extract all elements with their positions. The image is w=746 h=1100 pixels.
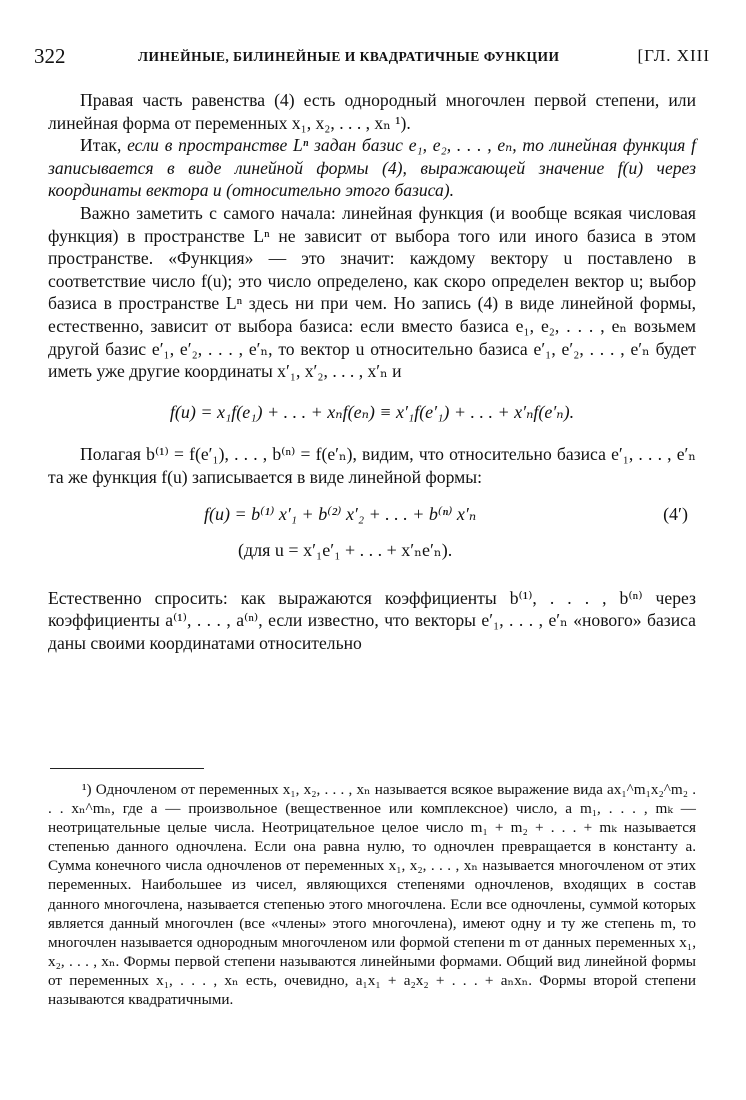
paragraph-2: [48, 134, 696, 202]
paragraph-3: Важно заметить с самого начала: линейная функция (и вообще всякая числовая функция) в пространстве Lⁿ не зависит от выбора того или иного базиса в этом пространстве. «Функция» — это значит: каждому вектору u поставлено в соответствие число f(u); это число определено, как скоро определен вектор u; выбор базиса в пространстве Lⁿ здесь ни при чем. Но запись (4) в виде линейной формы, естественно, зависит от выбора базиса: если вместо базиса e₁, e₂, . . . , eₙ возьмем другой базис e′₁, e′₂, . . . , e′ₙ, то вектор u относительно базиса e′₁, e′₂, . . . , e′ₙ будет иметь уже другие координаты x′₁, x′₂, . . . , x′ₙ и: [48, 202, 696, 382]
paragraph-2-statement: если в пространстве Lⁿ задан базис e₁, e₂, . . . , eₙ, то линейная функция f записывается в виде линейной формы (4), выражающей значение f(u) через координаты вектора u (относительно этого базиса).: [48, 135, 696, 201]
paragraph-1: Правая часть равенства (4) есть однородный многочлен первой степени, или линейная форма от переменных x₁, x₂, . . . , xₙ ¹).: [48, 90, 696, 133]
running-header: [34, 44, 710, 74]
equation-4-prime: [48, 503, 696, 567]
equation-condition: (для u = x′₁e′₁ + . . . + x′ₙe′ₙ).: [238, 539, 453, 560]
page-number: 322: [34, 44, 66, 68]
paragraph-5: Естественно спросить: как выражаются коэффициенты b⁽¹⁾, . . . , b⁽ⁿ⁾ через коэффициенты a⁽¹⁾, . . . , a⁽ⁿ⁾, если известно, что векторы e′₁, . . . , e′ₙ «нового» базиса даны своими координатами относительно: [48, 587, 696, 653]
running-title: ЛИНЕЙНЫЕ, БИЛИНЕЙНЫЕ И КВАДРАТИЧНЫЕ ФУНКЦИИ: [138, 49, 560, 64]
footnote-text: ¹) Одночленом от переменных x₁, x₂, . . . , xₙ называется всякое выражение вида ax₁^m₁x₂^m₂ . . . xₙ^mₙ, где a — произвольное (вещественное или комплексное) число, а m₁, . . . , mₖ — неотрицательные целые числа. Неотрицательное целое число m₁ + m₂ + . . . + mₖ называется степенью данного одночлена. Если она равна нулю, то одночлен превращается в константу a. Сумма конечного числа одночленов от переменных x₁, x₂, . . . , xₙ называется многочленом от этих переменных. Наибольшее из чисел, являющихся степенями одночленов, входящих в состав данного многочлена, называется степенью этого многочлена. Если все одночлены, суммой которых является данный многочлен (все «члены» этого многочлена), имеют одну и ту же степень m, то многочлен называется однородным многочленом или формой степени m от данных переменных x₁, x₂, . . . , xₙ. Формы первой степени называются линейными формами. Общий вид линейной формы от переменных x₁, . . . , xₙ есть, очевидно, a₁x₁ + a₂x₂ + . . . + aₙxₙ. Формы второй степени называются квадратичными.: [48, 781, 696, 1009]
formula-function-expansion: f(u) = x₁f(e₁) + . . . + xₙf(eₙ) ≡ x′₁f(e′₁) + . . . + x′ₙf(e′ₙ).: [169, 401, 575, 422]
equation-number: (4′): [663, 503, 688, 524]
chapter-label: [ГЛ. XIII: [637, 46, 710, 65]
main-text: [48, 89, 696, 654]
footnote-rule: [50, 768, 204, 769]
footnote: [48, 780, 696, 1009]
equation-4-prime-body: f(u) = b⁽¹⁾ x′₁ + b⁽²⁾ x′₂ + . . . + b⁽ⁿ⁾ x′ₙ: [204, 503, 477, 524]
paragraph-4: Полагая b⁽¹⁾ = f(e′₁), . . . , b⁽ⁿ⁾ = f(e′ₙ), видим, что относительно базиса e′₁, . . . , e′ₙ та же функция f(u) записывается в виде линейной формы:: [48, 444, 696, 487]
paragraph-2-lead: Итак,: [80, 135, 122, 156]
